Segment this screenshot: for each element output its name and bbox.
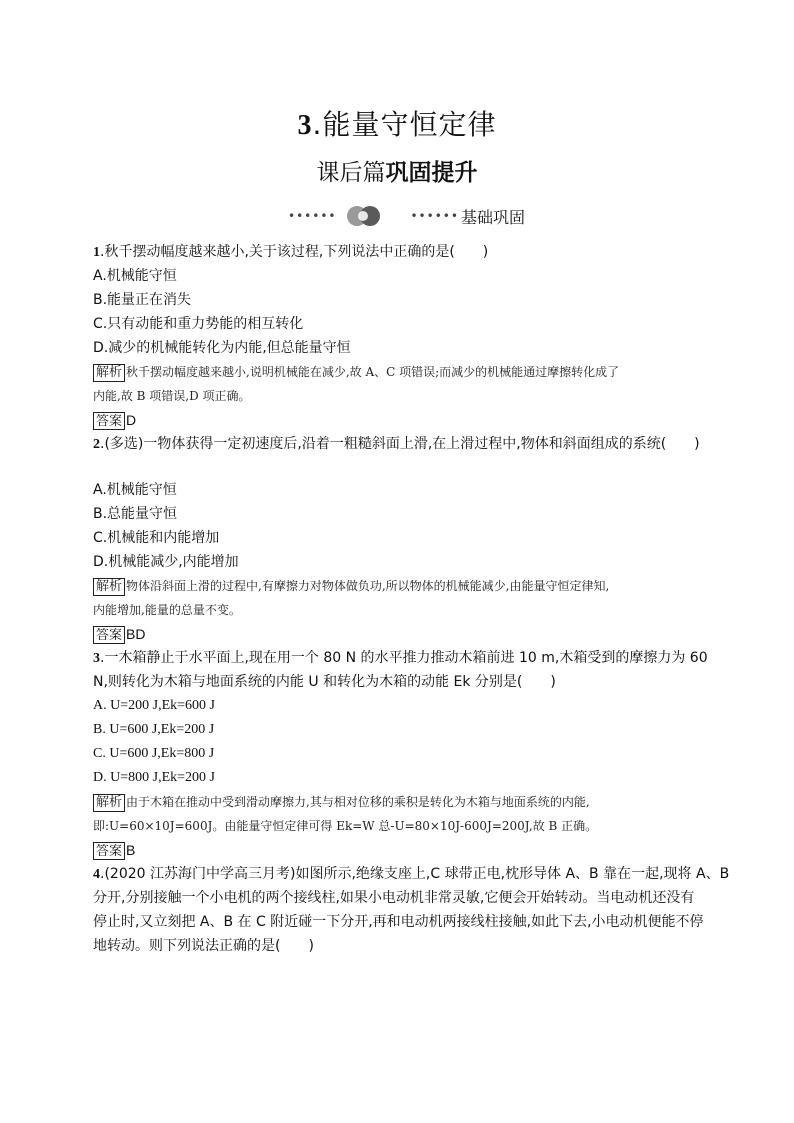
question-4-stem: 4.(2020 江苏海门中学高三月考)如图所示,绝缘支座上,C 球带正电,枕形导体 A、B 靠在一起,现将 A、B (93, 866, 730, 882)
question-4-stem-line-4: 地转动。则下列说法正确的是( ) (93, 938, 314, 954)
question-3-explanation-cont: 即:U=60×10J=600J。由能量守恒定律可得 Ek=W 总-U=80×10J-600J=200J,故 B 正确。 (93, 819, 598, 833)
question-3-explanation: 解析 由于木箱在推动中受到滑动摩擦力,其与相对位移的乘积是转化为木箱与地面系统的内能, (93, 790, 713, 814)
question-1-stem: 1.秋千摆动幅度越来越小,关于该过程,下列说法中正确的是( ) (93, 244, 489, 260)
explanation-tag: 解析 (93, 794, 125, 812)
subtitle-bold: 巩固提升 (385, 160, 478, 186)
explanation-tag: 解析 (93, 578, 125, 596)
section-circles-icon (342, 203, 392, 229)
section-dots-left: •••••• (288, 209, 337, 223)
question-4-stem-line-3: 停止时,又立刻把 A、B 在 C 附近碰一下分开,再和电动机两接线柱接触,如此下去,小电动机便能不停 (93, 914, 704, 930)
question-1-answer: 答案 D (93, 408, 713, 432)
question-4-stem-line-2: 分开,分别接触一个小电机的两个接线柱,如果小电动机非常灵敏,它便会开始转动。当电动机还没有 (93, 890, 695, 906)
question-2-explanation-cont: 内能增加,能量的总量不变。 (93, 603, 241, 617)
page-title (0, 103, 794, 143)
question-3-option-d: D. U=800 J,Ek=200 J (93, 770, 215, 785)
question-3-answer: 答案 B (93, 838, 713, 862)
question-3-option-a: A. U=200 J,Ek=600 J (93, 698, 215, 713)
answer-tag: 答案 (93, 626, 125, 644)
question-1-option-c: C.只有动能和重力势能的相互转化 (93, 316, 304, 332)
subtitle-normal: 课后篇 (316, 160, 386, 186)
question-2-explanation: 解析 物体沿斜面上滑的过程中,有摩擦力对物体做负功,所以物体的机械能减少,由能量守恒定律知, (93, 574, 713, 598)
title-text: .能量守恒定律 (312, 108, 497, 141)
question-2-option-a: A.机械能守恒 (93, 482, 177, 498)
question-2-option-b: B.总能量守恒 (93, 506, 178, 522)
answer-tag: 答案 (93, 842, 125, 860)
question-3-stem-cont: N,则转化为木箱与地面系统的内能 U 和转化为木箱的动能 Ek 分别是( ) (93, 674, 556, 690)
section-dots-right: •••••• (410, 209, 459, 223)
questions-content (93, 240, 730, 958)
question-2-answer: 答案 BD (93, 622, 713, 646)
question-1-explanation-cont: 内能,故 B 项错误,D 项正确。 (93, 389, 251, 403)
question-3-option-b: B. U=600 J,Ek=200 J (93, 722, 215, 737)
question-1-explanation: 解析 秋千摆动幅度越来越小,说明机械能在减少,故 A、C 项错误;而减少的机械能通过摩擦转化成了 (93, 360, 713, 384)
question-3-stem: 3.一木箱静止于水平面上,现在用一个 80 N 的水平推力推动木箱前进 10 m,木箱受到的摩擦力为 60 (93, 650, 708, 666)
question-2-option-c: C.机械能和内能增加 (93, 530, 220, 546)
explanation-tag: 解析 (93, 364, 125, 382)
page-subtitle (0, 154, 794, 187)
question-3-option-c: C. U=600 J,Ek=800 J (93, 746, 215, 761)
question-1-option-d: D.减少的机械能转化为内能,但总能量守恒 (93, 340, 351, 356)
section-header (288, 203, 525, 229)
question-2-stem: 2.(多选)一物体获得一定初速度后,沿着一粗糙斜面上滑,在上滑过程中,物体和斜面组成的系统( ) (93, 436, 700, 452)
question-2-option-d: D.机械能减少,内能增加 (93, 554, 239, 570)
question-1-option-b: B.能量正在消失 (93, 292, 192, 308)
question-1-option-a: A.机械能守恒 (93, 268, 177, 284)
title-number: 3 (297, 110, 313, 141)
section-label: 基础巩固 (460, 207, 525, 227)
answer-tag: 答案 (93, 412, 125, 430)
